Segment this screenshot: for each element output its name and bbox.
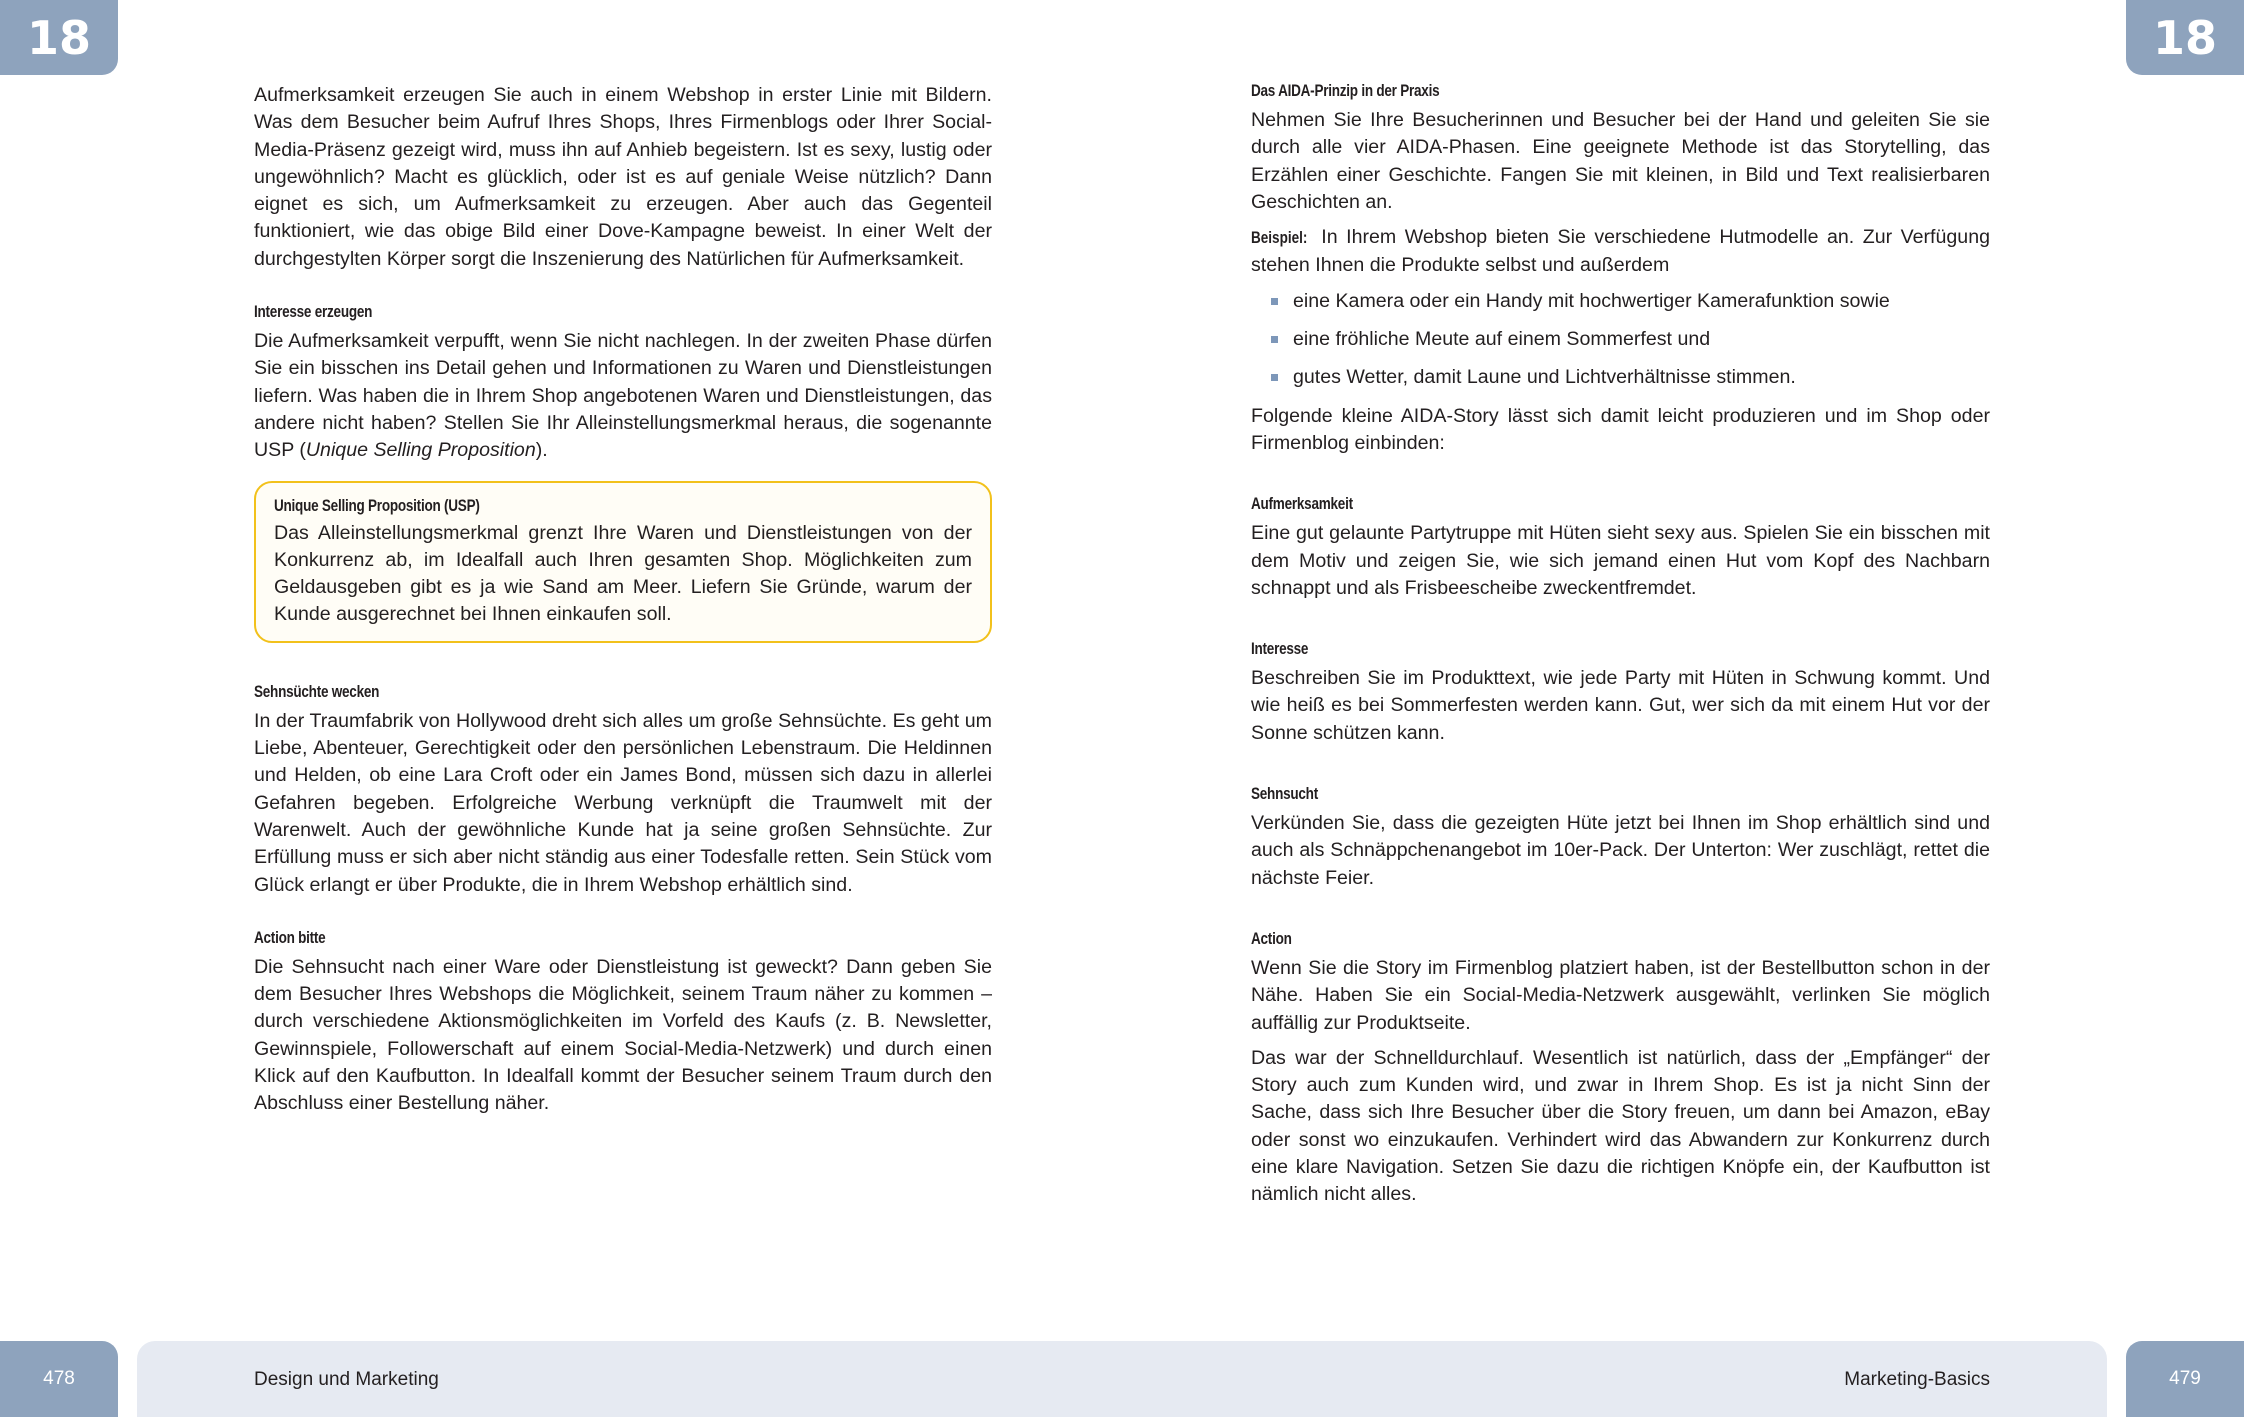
sehnsucht-story-paragraph: Verkünden Sie, dass die gezeigten Hüte jetzt bei Ihnen im Shop erhältlich sind und auch als Schnäppchenangebot im 10er-Pack. Der Unterton: Wer zuschlägt, rettet die nächste Feier. bbox=[1251, 812, 1990, 889]
intro-paragraph: Aufmerksamkeit erzeugen Sie auch in einem Webshop in erster Linie mit Bildern. Was dem Besucher beim Aufruf Ihres Shops, Ihres Firmenblogs oder Ihrer Social-Media-Präsenz gezeigt wird, muss ihn auf Anhieb begeistern. Ist es sexy, lustig oder ungewöhnlich? Macht es glücklich, oder ist es auf geniale Weise nützlich? Dann eignet es sich, um Aufmerksamkeit zu erzeugen. Aber auch das Gegenteil funktioniert, wie das obige Bild einer Dove-Kampagne beweist. In einer Welt der durchgestylten Körper sorgt die Inszenierung des Natürlichen für Aufmerksamkeit. bbox=[254, 84, 992, 270]
sehnsucht-paragraph: In der Traumfabrik von Hollywood dreht sich alles um große Sehnsüchte. Es geht um Liebe, Abenteuer, Gerechtigkeit oder den persönlichen Lebenstraum. Die Heldinnen und Helden, ob eine Lara Croft oder ein James Bond, müssen sich dazu in allerlei Gefahren begeben. Erfolgreiche Werbung verknüpft die Traumwelt mit der Warenwelt. Auch der gewöhnliche Kunde hat ja seine großen Sehnsüchte. Zur Erfüllung muss er sich aber nicht ständig aus einer Todesfalle retten. Sein Stück vom Glück erlangt er über Produkte, die in Ihrem Webshop erhältlich sind. bbox=[254, 709, 992, 896]
heading-interesse: Interesse bbox=[1251, 640, 1309, 659]
praxis-paragraph: Nehmen Sie Ihre Besucherinnen und Besucher bei der Hand und geleiten Sie sie durch alle vier AIDA-Phasen. Eine geeignete Methode ist das Storytelling, das Erzählen einer Geschichte. Fangen Sie mit kleinen, in Bild und Text realisierbaren Geschichten an. bbox=[1251, 109, 1990, 213]
usp-box-heading: Unique Selling Proposition (USP) bbox=[274, 496, 480, 515]
action-story-paragraph: Wenn Sie die Story im Firmenblog platziert haben, ist der Bestellbutton schon in der Nähe. Haben Sie ein Social-Media-Netzwerk ausgewählt, verlinken Sie möglich auffällig zur Produktseite. bbox=[1251, 956, 1990, 1034]
list-item-text: eine fröhliche Meute auf einem Sommerfest und bbox=[1293, 328, 1711, 351]
list-item bbox=[1251, 288, 1990, 315]
interesse-story-paragraph: Beschreiben Sie im Produkttext, wie jede Party mit Hüten in Schwung kommt. Und wie heiß es bei Sommerfesten werden kann. Gut, wer sich da mit einem Hut vor der Sonne schützen kann. bbox=[1251, 667, 1990, 744]
heading-sehnsucht: Sehnsucht bbox=[1251, 785, 1318, 804]
chapter-number-left: 18 bbox=[0, 0, 118, 75]
heading-sehnsuechte-wecken: Sehnsüchte wecken bbox=[254, 682, 380, 701]
square-bullet-icon bbox=[1271, 336, 1278, 343]
heading-interesse-erzeugen: Interesse erzeugen bbox=[254, 303, 373, 322]
beispiel-label: Beispiel: bbox=[1251, 229, 1308, 248]
heading-aufmerksamkeit: Aufmerksamkeit bbox=[1251, 495, 1353, 514]
beispiel-text: In Ihrem Webshop bieten Sie verschiedene Hutmodelle an. Zur Verfügung stehen Ihnen die Produkte selbst und außerdem bbox=[1251, 226, 1990, 277]
aufmerksamkeit-paragraph: Eine gut gelaunte Partytruppe mit Hüten sieht sexy aus. Spielen Sie ein bisschen mit dem Motiv und zeigen Sie, wie sich jemand einen Hut vom Kopf des Nachbarn schnappt und als Frisbeescheibe zweckentfremdet. bbox=[1251, 522, 1990, 599]
interesse-text-part1: Die Aufmerksamkeit verpufft, wenn Sie nicht nachlegen. In der zweiten Phase dürfen Sie ein bisschen ins Detail gehen und Informationen zu Waren und Dienstleistungen liefern. Was haben die in Ihrem Shop angebotenen Waren und Dienstleistungen, das andere nicht haben? Stellen Sie Ihr Alleinstellungsmerkmal heraus, die sogenannte USP ( bbox=[254, 330, 992, 462]
interesse-paragraph bbox=[254, 328, 992, 464]
schluss-paragraph: Das war der Schnelldurchlauf. Wesentlich ist natürlich, dass der „Empfänger“ der Story auch zum Kunden wird, und zwar in Ihrem Shop. Es ist ja nicht Sinn der Sache, dass sich Ihre Besucher über die Story freuen, um dann bei Amazon, eBay oder sonst wo einzukaufen. Verhindert wird das Abwandern zur Konkurrenz durch eine klare Navigation. Setzen Sie dazu die richtigen Knöpfe ein, der Kaufbutton ist nämlich nicht alles. bbox=[1251, 1046, 1990, 1206]
heading-action: Action bbox=[1251, 929, 1292, 948]
bullet-list bbox=[1251, 288, 1990, 392]
square-bullet-icon bbox=[1271, 374, 1278, 381]
usp-box-text: Das Alleinstellungsmerkmal grenzt Ihre Waren und Dienstleistungen von der Konkurrenz ab, im Idealfall auch Ihren gesamten Shop. Möglichkeiten zum Geldausgeben gibt es ja wie Sand am Meer. Liefern Sie Gründe, warum der Kunde ausgerechnet bei Ihnen einkaufen soll. bbox=[274, 521, 972, 626]
square-bullet-icon bbox=[1271, 298, 1278, 305]
left-page-column bbox=[254, 82, 992, 1126]
usp-term: Unique Selling Proposition bbox=[305, 439, 536, 462]
page-number-left: 478 bbox=[0, 1341, 118, 1417]
interesse-text-part2: ). bbox=[535, 439, 548, 462]
folgende-paragraph: Folgende kleine AIDA-Story lässt sich damit leicht produzieren und im Shop oder Firmenblog einbinden: bbox=[1251, 404, 1990, 454]
list-item-text: eine Kamera oder ein Handy mit hochwertiger Kamerafunktion sowie bbox=[1293, 289, 1890, 312]
footer-section-right: Marketing-Basics bbox=[1844, 1369, 1990, 1390]
chapter-number-right: 18 bbox=[2126, 0, 2244, 75]
list-item-text: gutes Wetter, damit Laune und Lichtverhältnisse stimmen. bbox=[1293, 366, 1796, 389]
usp-info-box bbox=[254, 481, 992, 643]
list-item bbox=[1251, 364, 1990, 391]
action-paragraph: Die Sehnsucht nach einer Ware oder Dienstleistung ist geweckt? Dann geben Sie dem Besucher Ihres Webshops die Möglichkeit, seinem Traum näher zu kommen – durch verschiedene Aktionsmöglichkeiten im Vorfeld des Kaufs (z. B. Newsletter, Gewinnspiele, Followerschaft auf einem Social-Media-Netzwerk) und durch einen Klick auf den Kaufbutton. In Idealfall kommt der Besucher seinem Traum durch den Abschluss einer Bestellung näher. bbox=[254, 955, 992, 1115]
footer-section-left: Design und Marketing bbox=[254, 1369, 439, 1390]
beispiel-paragraph bbox=[1251, 224, 1990, 280]
page-number-right: 479 bbox=[2126, 1341, 2244, 1417]
heading-action-bitte: Action bitte bbox=[254, 928, 326, 947]
list-item bbox=[1251, 326, 1990, 353]
right-page-column bbox=[1251, 82, 1990, 1217]
heading-aida-praxis: Das AIDA-Prinzip in der Praxis bbox=[1251, 82, 1440, 100]
